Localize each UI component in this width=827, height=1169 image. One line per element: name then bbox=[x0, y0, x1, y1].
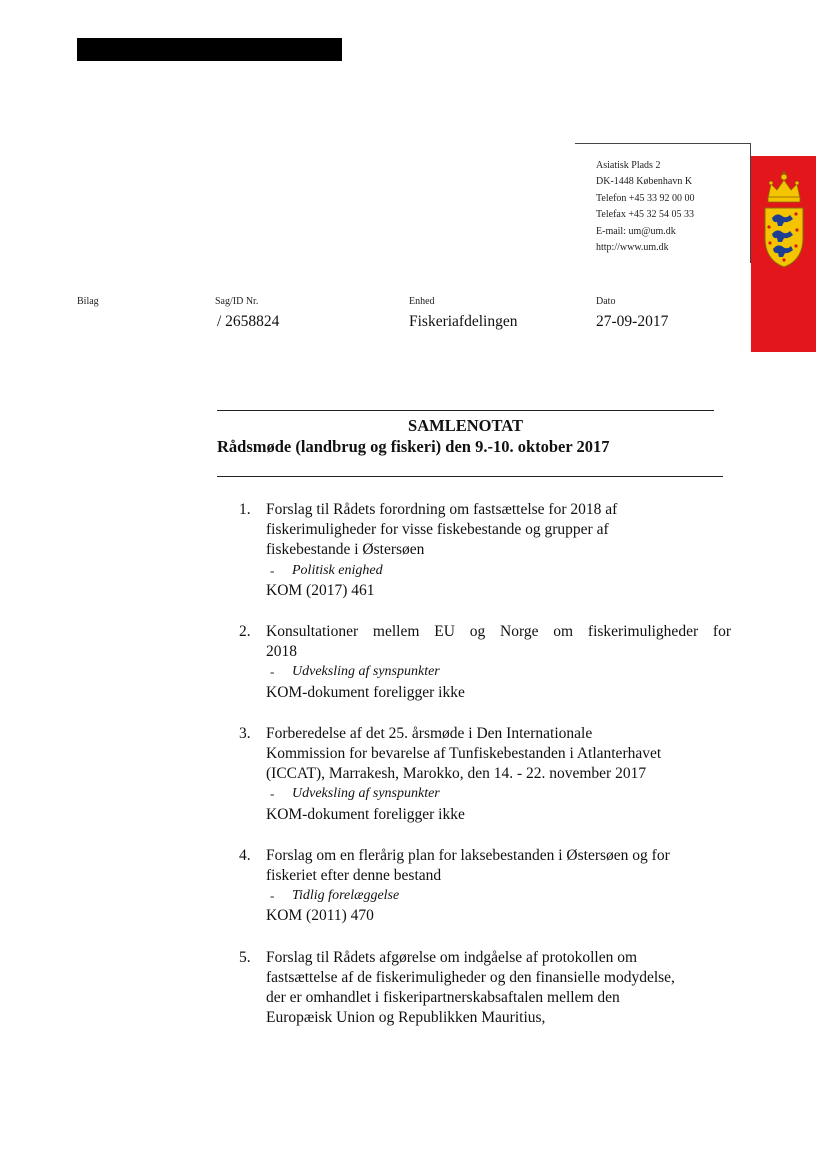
enhed-label: Enhed bbox=[409, 296, 435, 307]
item-text-line: fiskerimuligheder for visse fiskebestande og grupper af bbox=[266, 521, 609, 539]
address-website: http://www.um.dk bbox=[596, 242, 669, 254]
address-city: DK-1448 København K bbox=[596, 176, 693, 188]
item-body bbox=[266, 724, 731, 825]
item-status bbox=[266, 662, 731, 682]
item-text-line: Forslag om en flerårig plan for laksebestanden i Østersøen og for bbox=[266, 846, 670, 864]
item-document-ref: KOM (2011) 470 bbox=[266, 907, 374, 925]
coat-of-arms-icon bbox=[759, 168, 809, 270]
coat-of-arms-band bbox=[751, 156, 816, 352]
title-rule-top bbox=[217, 410, 714, 411]
address-block bbox=[596, 158, 695, 256]
item-document-ref: KOM-dokument foreligger ikke bbox=[266, 805, 465, 823]
item-body bbox=[266, 846, 731, 927]
sag-id-label: Sag/ID Nr. bbox=[215, 296, 259, 307]
agenda-item-2 bbox=[239, 622, 739, 703]
item-text-line: 2018 bbox=[266, 643, 297, 661]
item-number: 3. bbox=[239, 724, 251, 742]
address-email: E-mail: um@um.dk bbox=[596, 225, 676, 237]
agenda-item-4 bbox=[239, 846, 739, 927]
agenda-item-1 bbox=[239, 500, 739, 601]
agenda-item-3 bbox=[239, 724, 739, 825]
status-dash: - bbox=[270, 888, 275, 904]
status-dash: - bbox=[270, 786, 275, 802]
status-text: Tidlig forelæggelse bbox=[292, 888, 400, 904]
item-status bbox=[266, 784, 731, 804]
item-text-line: Forberedelse af det 25. årsmøde i Den Internationale bbox=[266, 724, 593, 742]
document-subtitle: Rådsmøde (landbrug og fiskeri) den 9.-10. oktober 2017 bbox=[217, 437, 610, 456]
item-number: 2. bbox=[239, 623, 251, 641]
status-text: Udveksling af synspunkter bbox=[292, 786, 440, 802]
title-rule-bottom bbox=[217, 476, 723, 477]
item-document-ref: KOM-dokument foreligger ikke bbox=[266, 683, 465, 701]
item-number: 1. bbox=[239, 501, 251, 518]
address-phone: Telefon +45 33 92 00 00 bbox=[596, 192, 695, 204]
status-dash: - bbox=[270, 562, 275, 578]
agenda-list bbox=[239, 500, 739, 1049]
status-text: Politisk enighed bbox=[292, 562, 383, 578]
item-text-line: fastsættelse af de fiskerimuligheder og den finansielle modydelse, bbox=[266, 968, 675, 986]
status-dash: - bbox=[270, 664, 275, 680]
dato-label: Dato bbox=[596, 296, 616, 307]
item-status bbox=[266, 886, 731, 906]
redaction-bar bbox=[77, 38, 342, 61]
item-document-ref: KOM (2017) 461 bbox=[266, 581, 375, 599]
item-text-line: Forslag til Rådets forordning om fastsættelse for 2018 af bbox=[266, 501, 618, 518]
item-status bbox=[266, 561, 731, 581]
item-body bbox=[266, 500, 731, 601]
address-frame-top bbox=[575, 143, 751, 144]
document-title: SAMLENOTAT bbox=[408, 416, 523, 435]
item-text-line: Europæisk Union og Republikken Mauritius, bbox=[266, 1009, 546, 1027]
status-text: Udveksling af synspunkter bbox=[292, 664, 440, 680]
item-body bbox=[266, 948, 731, 1029]
item-text-line: der er omhandlet i fiskeripartnerskabsaftalen mellem den bbox=[266, 989, 620, 1007]
sag-id-value: / 2658824 bbox=[217, 313, 280, 330]
item-text-line: Kommission for bevarelse af Tunfiskebestanden i Atlanterhavet bbox=[266, 745, 662, 763]
item-body bbox=[266, 622, 731, 703]
item-text-line: Konsultationer mellem EU og Norge om fiskerimuligheder for bbox=[266, 623, 731, 641]
item-text-line: fiskeriet efter denne bestand bbox=[266, 867, 442, 885]
address-fax: Telefax +45 32 54 05 33 bbox=[596, 209, 694, 221]
enhed-value: Fiskeriafdelingen bbox=[409, 313, 518, 330]
bilag-label: Bilag bbox=[77, 296, 99, 307]
item-text-line: Forslag til Rådets afgørelse om indgåelse af protokollen om bbox=[266, 948, 638, 966]
address-street: Asiatisk Plads 2 bbox=[596, 160, 661, 171]
item-number: 4. bbox=[239, 846, 251, 864]
dato-value: 27-09-2017 bbox=[596, 313, 669, 330]
item-text-line: (ICCAT), Marrakesh, Marokko, den 14. - 22. november 2017 bbox=[266, 765, 647, 783]
item-number: 5. bbox=[239, 948, 251, 966]
agenda-item-5 bbox=[239, 948, 739, 1029]
item-text-line: fiskebestande i Østersøen bbox=[266, 541, 425, 559]
